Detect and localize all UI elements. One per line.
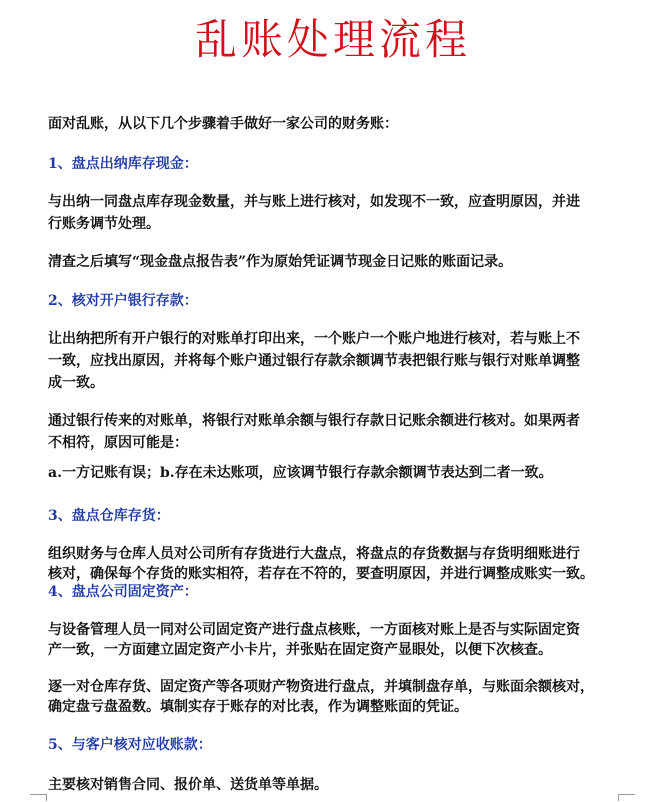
section-1-para-1-line-2: 行账务调节处理。 bbox=[48, 216, 160, 232]
section-1-heading: 1、盘点出纳库存现金： bbox=[48, 156, 198, 172]
section-4-heading: 4、盘点公司固定资产： bbox=[48, 584, 198, 600]
section-4-para-1-line-2: 产一致，一方面建立固定资产小卡片，并张贴在固定资产显眼处，以便下次核查。 bbox=[48, 642, 552, 658]
section-4-para-1-line-1: 与设备管理人员一同对公司固定资产进行盘点核账，一方面核对账上是否与实际固定资 bbox=[48, 622, 580, 638]
section-2-heading: 2、核对开户银行存款： bbox=[48, 293, 198, 309]
section-1-para-2-line-1: 清查之后填写“现金盘点报告表”作为原始凭证调节现金日记账的账面记录。 bbox=[48, 254, 513, 270]
section-2-para-1-line-3: 成一致。 bbox=[48, 375, 104, 391]
section-3-para-1-line-2: 核对，确保每个存货的账实相符，若存在不符的，要查明原因，并进行调整成账实一致。 bbox=[48, 566, 594, 582]
section-2-para-1-line-1: 让出纳把所有开户银行的对账单打印出来，一个账户一个账户地进行核对，若与账上不 bbox=[48, 331, 580, 347]
section-3-heading: 3、盘点仓库存货： bbox=[48, 508, 170, 524]
page-corner-mark-left bbox=[30, 794, 47, 801]
section-2-para-2-line-2: 不相符，原因可能是： bbox=[48, 435, 188, 451]
section-5-heading: 5、与客户核对应收账款： bbox=[48, 737, 212, 753]
section-3-para-1-line-1: 组织财务与仓库人员对公司所有存货进行大盘点，将盘点的存货数据与存货明细账进行 bbox=[48, 546, 580, 562]
section-2-para-2-line-1: 通过银行传来的对账单，将银行对账单余额与银行存款日记账余额进行核对。如果两者 bbox=[48, 413, 580, 429]
intro-text: 面对乱账，从以下几个步骤着手做好一家公司的财务账： bbox=[48, 116, 398, 132]
section-4-para-2-line-2: 确定盘亏盘盈数。填制实存于账存的对比表，作为调整账面的凭证。 bbox=[48, 699, 468, 715]
document-title: 乱账处理流程 bbox=[194, 15, 471, 64]
section-4-para-2-line-1: 逐一对仓库存货、固定资产等各项财产物资进行盘点，并填制盘存单，与账面余额核对， bbox=[48, 679, 594, 695]
section-5-para-1-line-1: 主要核对销售合同、报价单、送货单等单据。 bbox=[48, 777, 328, 793]
section-1-para-1-line-1: 与出纳一同盘点库存现金数量，并与账上进行核对，如发现不一致，应查明原因，并进 bbox=[48, 194, 580, 210]
page-corner-mark-right bbox=[618, 794, 635, 801]
section-2-para-3-line-1: a.一方记账有误；b.存在未达账项，应该调节银行存款余额调节表达到二者一致。 bbox=[48, 465, 553, 481]
section-2-para-1-line-2: 一致，应找出原因，并将每个账户通过银行存款余额调节表把银行账与银行对账单调整 bbox=[48, 353, 580, 369]
